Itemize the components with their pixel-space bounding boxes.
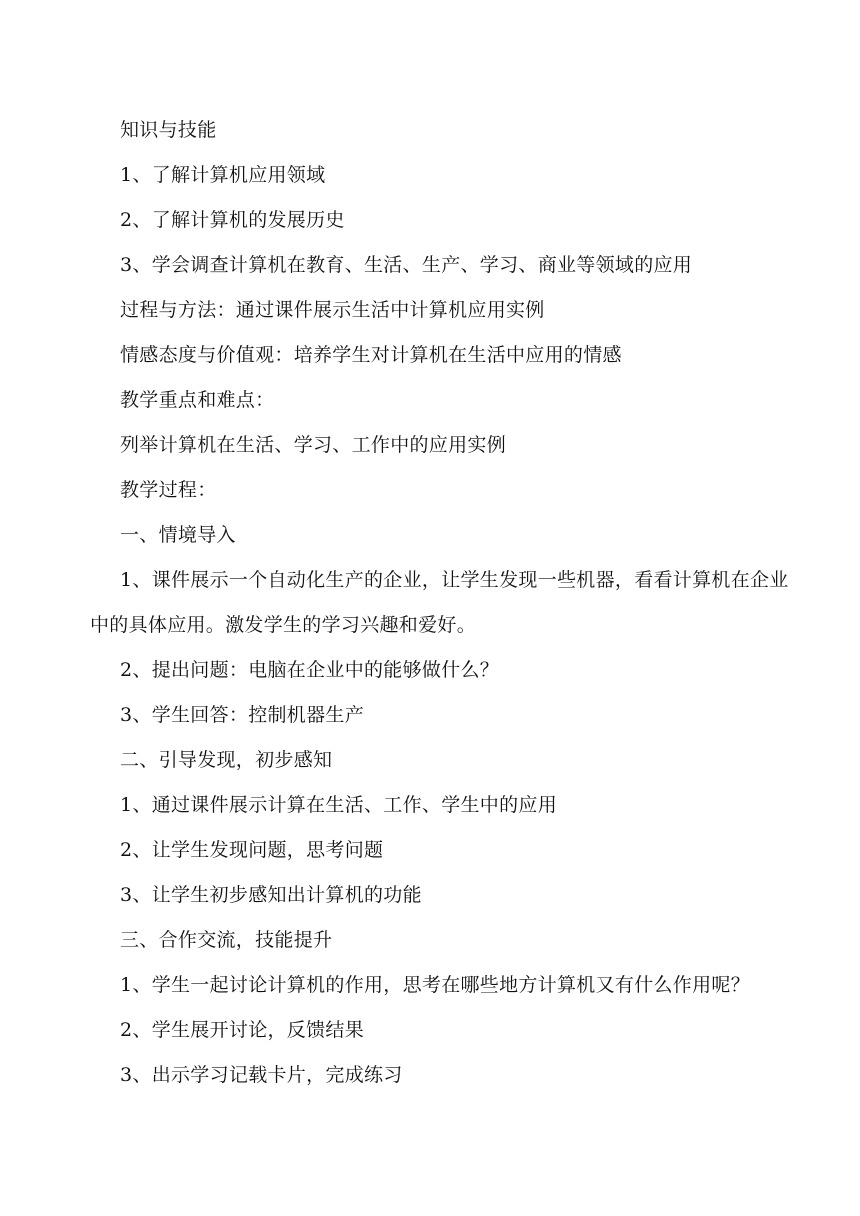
paragraph: 1、课件展示一个自动化生产的企业，让学生发现一些机器，看看计算机在企业中的具体应用。激发学生的学习兴趣和爱好。 — [90, 569, 789, 636]
paragraph: 3、出示学习记载卡片，完成练习 — [120, 1064, 403, 1086]
paragraph: 过程与方法：通过课件展示生活中计算机应用实例 — [120, 299, 545, 321]
paragraph: 列举计算机在生活、学习、工作中的应用实例 — [120, 434, 507, 456]
paragraph: 1、通过课件展示计算在生活、工作、学生中的应用 — [120, 794, 557, 816]
paragraph: 3、学生回答：控制机器生产 — [120, 704, 364, 726]
paragraph: 情感态度与价值观：培养学生对计算机在生活中应用的情感 — [120, 344, 622, 366]
paragraph: 1、了解计算机应用领域 — [120, 164, 326, 186]
section-heading-key-points: 教学重点和难点： — [120, 389, 275, 411]
paragraph: 2、了解计算机的发展历史 — [120, 209, 345, 231]
paragraph: 2、让学生发现问题，思考问题 — [120, 839, 384, 861]
section-heading-step-one: 一、情境导入 — [120, 524, 236, 546]
paragraph: 2、学生展开讨论，反馈结果 — [120, 1019, 364, 1041]
paragraph: 3、学会调查计算机在教育、生活、生产、学习、商业等领域的应用 — [120, 254, 693, 276]
paragraph: 1、学生一起讨论计算机的作用，思考在哪些地方计算机又有什么作用呢？ — [120, 974, 750, 996]
paragraph: 2、提出问题：电脑在企业中的能够做什么？ — [120, 659, 500, 681]
section-heading-teaching-process: 教学过程： — [120, 479, 217, 501]
section-heading-step-two: 二、引导发现，初步感知 — [120, 749, 333, 771]
section-heading-knowledge-skills: 知识与技能 — [120, 119, 217, 141]
document-body — [90, 108, 790, 1098]
section-heading-step-three: 三、合作交流，技能提升 — [120, 929, 333, 951]
paragraph: 3、让学生初步感知出计算机的功能 — [120, 884, 422, 906]
